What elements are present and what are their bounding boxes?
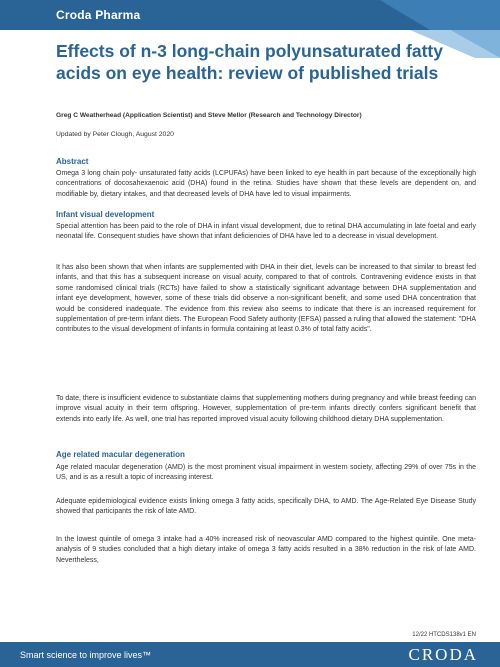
croda-logo: CRODA bbox=[408, 645, 478, 664]
document-title: Effects of n-3 long-chain polyunsaturated fatty acids on eye health: review of published trials bbox=[56, 41, 443, 83]
tagline: Smart science to improve lives™ bbox=[20, 650, 152, 660]
abstract-heading: Abstract bbox=[56, 157, 89, 166]
infant-paragraph-1: Special attention has been paid to the role of DHA in infant visual development, due to retinal DHA accumulating in late foetal and early neonatal life. Consequent studies have shown that infant deficiencies of DHA have led to a decrease in visual development. bbox=[56, 223, 476, 241]
amd-paragraph-3: In the lowest quintile of omega 3 intake had a 40% increased risk of neovascular AMD compared to the highest quintile. One meta-analysis of 9 studies concluded that a high dietary intake of omega 3 fatty acids resulted in a 38% reduction in the risk of late AMD. Nevertheless, bbox=[56, 536, 476, 564]
updated-by: Updated by Peter Clough, August 2020 bbox=[56, 131, 174, 138]
document-reference: 12/22 HTCDS138v1 EN bbox=[412, 632, 476, 638]
brand-name: Croda Pharma bbox=[56, 8, 141, 22]
infant-paragraph-2: It has also been shown that when infants are supplemented with DHA in their diet, levels can be increased to that similar to breast fed infants, and that this has a subsequent increase on visual acuity, compared to that of controls. Contravening evidence exists in that some randomised clinical trials (RCTs) have failed to show a statistically significant advantage between DHA supplementation and infant eye development, however, some of these trials did observe a non-significant benefit, and some used DHA concentration that would be considered inadequate. The evidence from this review also seems to indicate that there is an increased requirement for supplementation of pre-term infant diets. The European Food Safety authority (EFSA) passed a ruling that allowed the statement: "DHA contributes to the visual development of infants in formula containing at least 0.3% of total fatty acids". bbox=[56, 264, 476, 334]
amd-paragraph-1: Age related macular degeneration (AMD) is the most prominent visual impairment in western society, affecting 29% of over 75s in the US, and is as a result a topic of increasing interest. bbox=[56, 464, 476, 482]
amd-heading: Age related macular degeneration bbox=[56, 450, 185, 459]
amd-paragraph-2: Adequate epidemiological evidence exists linking omega 3 fatty acids, specifically DHA, to AMD. The Age-Related Eye Disease Study showed that participants the risk of late AMD. bbox=[56, 498, 476, 516]
infant-heading: Infant visual development bbox=[56, 210, 155, 219]
abstract-paragraph: Omega 3 long chain poly- unsaturated fatty acids (LCPUFAs) have been linked to eye health in part because of the exceptionally high concentrations of docosahexaenoic acid (DHA) found in the retina. Studies have shown that these levels are dependent on, and modifiable by, dietary intakes, and that decreased levels of DHA have led to visual impairments. bbox=[56, 170, 476, 198]
authors: Greg C Weatherhead (Application Scientist) and Steve Mellor (Research and Technology Director) bbox=[56, 112, 362, 119]
infant-paragraph-3: To date, there is insufficient evidence to substantiate claims that supplementing mothers during pregnancy and while breast feeding can improve visual acuity in their term offspring. However, supplementation of pre-term infants directly confers significant benefit that extends into early life. As well, one trial has reported improved visual acuity following childhood dietary DHA supplementation. bbox=[56, 395, 476, 423]
